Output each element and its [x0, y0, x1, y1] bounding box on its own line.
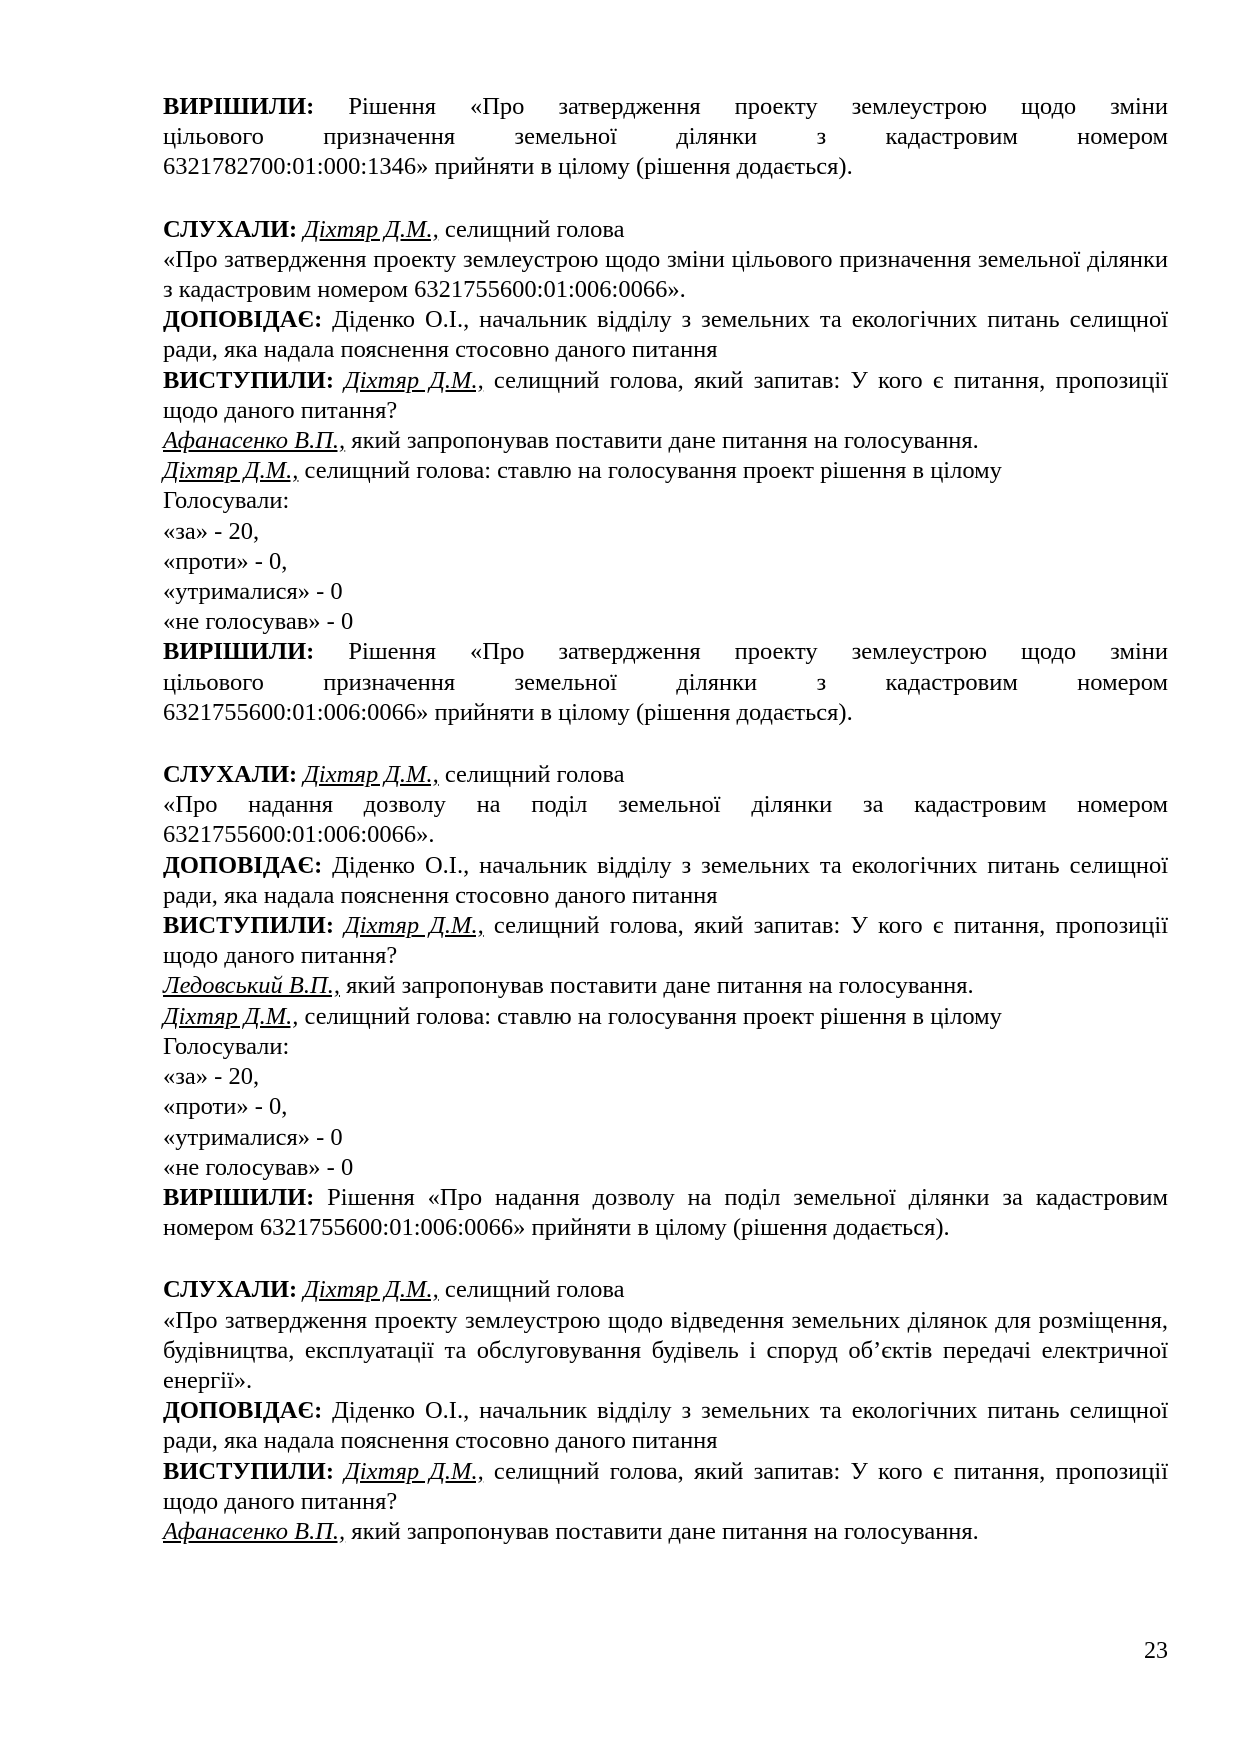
vote-against: «проти» - 0,	[163, 1093, 288, 1121]
agenda-item-3	[163, 1275, 1168, 1547]
heard-line	[163, 215, 1168, 245]
vote-for: «за» - 20,	[163, 517, 260, 545]
proposer-text: який запропонував поставити дане питання на голосування.	[345, 1517, 979, 1545]
spoke-text: селищний голова, який запитав: У кого є питання, пропозиції щодо даного питання?	[163, 912, 1168, 970]
speaker-name: Діхтяр Д.М.,	[344, 366, 484, 394]
spoke-line	[163, 911, 1168, 971]
proposer-name: Афанасенко В.П.,	[163, 427, 346, 455]
agenda-item-2	[163, 760, 1168, 1243]
proposer-line	[163, 1517, 1168, 1547]
head-name: Діхтяр Д.М.,	[163, 457, 299, 485]
decision-line: цільового призначення земельної ділянки з кадастровим номером	[163, 668, 1168, 696]
agenda-item-1	[163, 215, 1168, 728]
decision-text: Рішення «Про надання дозволу на поділ земельної ділянки за кадастровим номером 6321755600:01:006:0066» прийняти в цілому (рішення додається).	[163, 1183, 1168, 1242]
speaker-name: Діхтяр Д.М.,	[303, 761, 439, 789]
intro-decision	[163, 92, 1168, 183]
report-line	[163, 851, 1168, 911]
vote-against: «проти» - 0,	[163, 547, 288, 575]
heard-label: СЛУХАЛИ:	[163, 1276, 298, 1304]
proposer-text: який запропонував поставити дане питання на голосування.	[345, 427, 979, 455]
proposer-text: який запропонував поставити дане питання на голосування.	[339, 972, 974, 1000]
decision-text: Рішення «Про затвердження проекту землеустрою щодо зміни	[348, 93, 1168, 120]
head-name: Діхтяр Д.М.,	[163, 1002, 299, 1030]
decision-line: 6321755600:01:006:0066» прийняти в цілому (рішення додається).	[163, 698, 853, 726]
speaker-name: Діхтяр Д.М.,	[303, 215, 439, 243]
speaker-role: селищний голова	[438, 1276, 625, 1304]
spoke-line	[163, 366, 1168, 426]
decision-line	[163, 637, 1168, 667]
vote-for: «за» - 20,	[163, 1063, 260, 1091]
report-text: Діденко О.І., начальник відділу з земельних та екологічних питань селищної ради, яка надала пояснення стосовно даного питання	[163, 851, 1168, 909]
proposer-name: Афанасенко В.П.,	[163, 1517, 346, 1545]
decision-line: цільового призначення земельної ділянки з кадастровим номером	[163, 123, 1168, 151]
resolved-label: ВИРІШИЛИ:	[163, 93, 315, 120]
spoke-label: ВИСТУПИЛИ:	[163, 912, 334, 940]
report-text: Діденко О.І., начальник відділу з земельних та екологічних питань селищної ради, яка надала пояснення стосовно даного питання	[163, 1397, 1168, 1455]
spoke-label: ВИСТУПИЛИ:	[163, 1457, 334, 1485]
document-page	[163, 92, 1168, 1547]
reports-label: ДОПОВІДАЄ:	[163, 1397, 323, 1425]
speaker-name: Діхтяр Д.М.,	[344, 912, 484, 940]
spoke-label: ВИСТУПИЛИ:	[163, 366, 334, 394]
item-title: «Про затвердження проекту землеустрою щодо відведення земельних ділянок для розміщення, будівництва, експлуатації та обслуговування будівель і споруд об’єктів передачі електричної енергії».	[163, 1306, 1168, 1394]
speaker-name: Діхтяр Д.М.,	[344, 1457, 484, 1485]
head-line	[163, 456, 1168, 486]
decision-line	[163, 1183, 1168, 1243]
vote-not-voted: «не голосував» - 0	[163, 608, 354, 636]
reports-label: ДОПОВІДАЄ:	[163, 851, 323, 879]
decision-text: Рішення «Про затвердження проекту землеустрою щодо зміни	[348, 638, 1168, 666]
votes-heading: Голосували:	[163, 487, 290, 515]
report-line	[163, 305, 1168, 365]
speaker-role: селищний голова	[438, 215, 625, 243]
spoke-text: селищний голова, який запитав: У кого є питання, пропозиції щодо даного питання?	[163, 1457, 1168, 1515]
item-title: «Про затвердження проекту землеустрою щодо зміни цільового призначення земельної ділянки з кадастровим номером 6321755600:01:006:0066».	[163, 245, 1168, 304]
page-number: 23	[1144, 1638, 1168, 1664]
spoke-line	[163, 1457, 1168, 1517]
spoke-text: селищний голова, який запитав: У кого є питання, пропозиції щодо даного питання?	[163, 366, 1168, 424]
proposer-line	[163, 971, 1168, 1001]
head-text: селищний голова: ставлю на голосування проект рішення в цілому	[298, 1002, 1002, 1030]
vote-not-voted: «не голосував» - 0	[163, 1153, 354, 1181]
report-text: Діденко О.І., начальник відділу з земельних та екологічних питань селищної ради, яка надала пояснення стосовно даного питання	[163, 306, 1168, 364]
resolved-label: ВИРІШИЛИ:	[163, 1183, 315, 1211]
item-title: «Про надання дозволу на поділ земельної ділянки за кадастровим номером 6321755600:01:006:0066».	[163, 791, 1168, 849]
report-line	[163, 1396, 1168, 1456]
resolved-label: ВИРІШИЛИ:	[163, 638, 315, 666]
vote-abstained: «утрималися» - 0	[163, 578, 343, 606]
proposer-line	[163, 426, 1168, 456]
decision-line: 6321782700:01:000:1346» прийняти в цілому (рішення додається).	[163, 153, 853, 181]
reports-label: ДОПОВІДАЄ:	[163, 306, 323, 334]
proposer-name: Ледовський В.П.,	[163, 972, 340, 1000]
vote-abstained: «утрималися» - 0	[163, 1123, 343, 1151]
heard-label: СЛУХАЛИ:	[163, 761, 298, 789]
heard-line	[163, 760, 1168, 790]
decision-line	[163, 92, 1168, 122]
heard-line	[163, 1275, 1168, 1305]
head-text: селищний голова: ставлю на голосування проект рішення в цілому	[298, 457, 1002, 485]
speaker-name: Діхтяр Д.М.,	[303, 1276, 439, 1304]
speaker-role: селищний голова	[438, 761, 625, 789]
heard-label: СЛУХАЛИ:	[163, 215, 298, 243]
head-line	[163, 1002, 1168, 1032]
votes-heading: Голосували:	[163, 1032, 290, 1060]
